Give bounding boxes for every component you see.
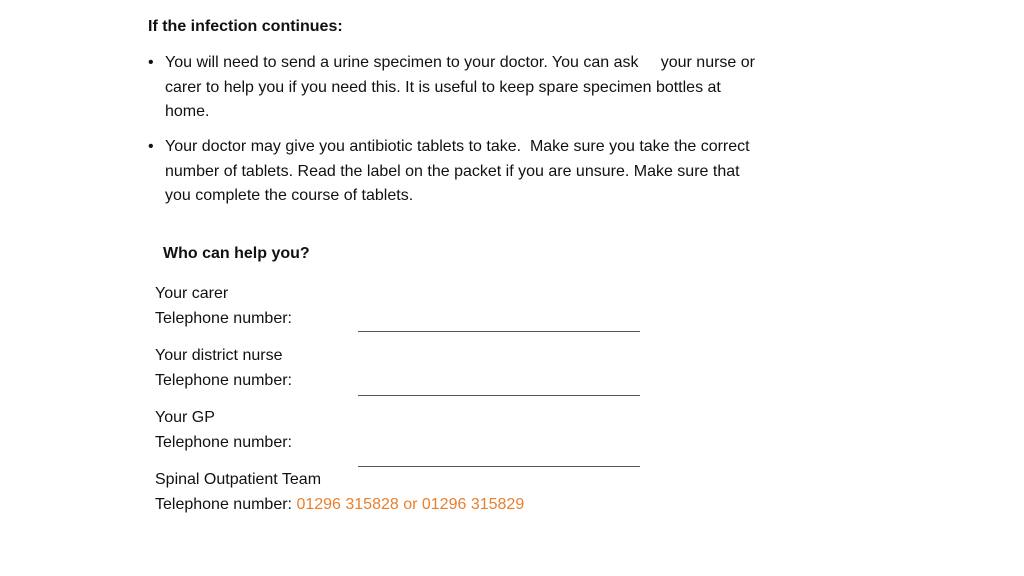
contact-name-spinal-team: Spinal Outpatient Team bbox=[155, 471, 322, 488]
phone-entry-line bbox=[358, 466, 640, 467]
bullet-line: carer to help you if you need this. It is useful to keep spare specimen bottles at bbox=[165, 78, 721, 96]
bullet-marker: • bbox=[148, 138, 154, 155]
infection-heading: If the infection continues: bbox=[148, 18, 343, 35]
contact-name-carer: Your carer bbox=[155, 285, 229, 302]
contact-name-gp: Your GP bbox=[155, 409, 215, 426]
bullet-item bbox=[148, 135, 828, 209]
telephone-row bbox=[155, 496, 524, 514]
bullet-line: You will need to send a urine specimen to your doctor. You can ask your nurse or bbox=[165, 54, 755, 71]
bullet-line: number of tablets. Read the label on the packet if you are unsure. Make sure that bbox=[165, 162, 740, 180]
bullet-line: you complete the course of tablets. bbox=[165, 187, 414, 204]
telephone-label: Telephone number: bbox=[155, 496, 297, 513]
bullet-line: Your doctor may give you antibiotic tablets to take. Make sure you take the correct bbox=[165, 138, 750, 155]
phone-entry-line bbox=[358, 331, 640, 332]
telephone-label: Telephone number: bbox=[155, 310, 292, 327]
bullet-text bbox=[165, 51, 825, 125]
bullet-marker: • bbox=[148, 54, 154, 71]
bullet-item bbox=[148, 51, 828, 125]
bullet-text bbox=[165, 135, 825, 209]
telephone-label: Telephone number: bbox=[155, 434, 292, 451]
contact-name-district-nurse: Your district nurse bbox=[155, 347, 283, 364]
telephone-number: 01296 315828 or 01296 315829 bbox=[296, 496, 525, 513]
phone-entry-line bbox=[358, 395, 640, 396]
help-heading: Who can help you? bbox=[163, 245, 310, 262]
telephone-label: Telephone number: bbox=[155, 372, 292, 389]
bullet-line: home. bbox=[165, 103, 210, 120]
